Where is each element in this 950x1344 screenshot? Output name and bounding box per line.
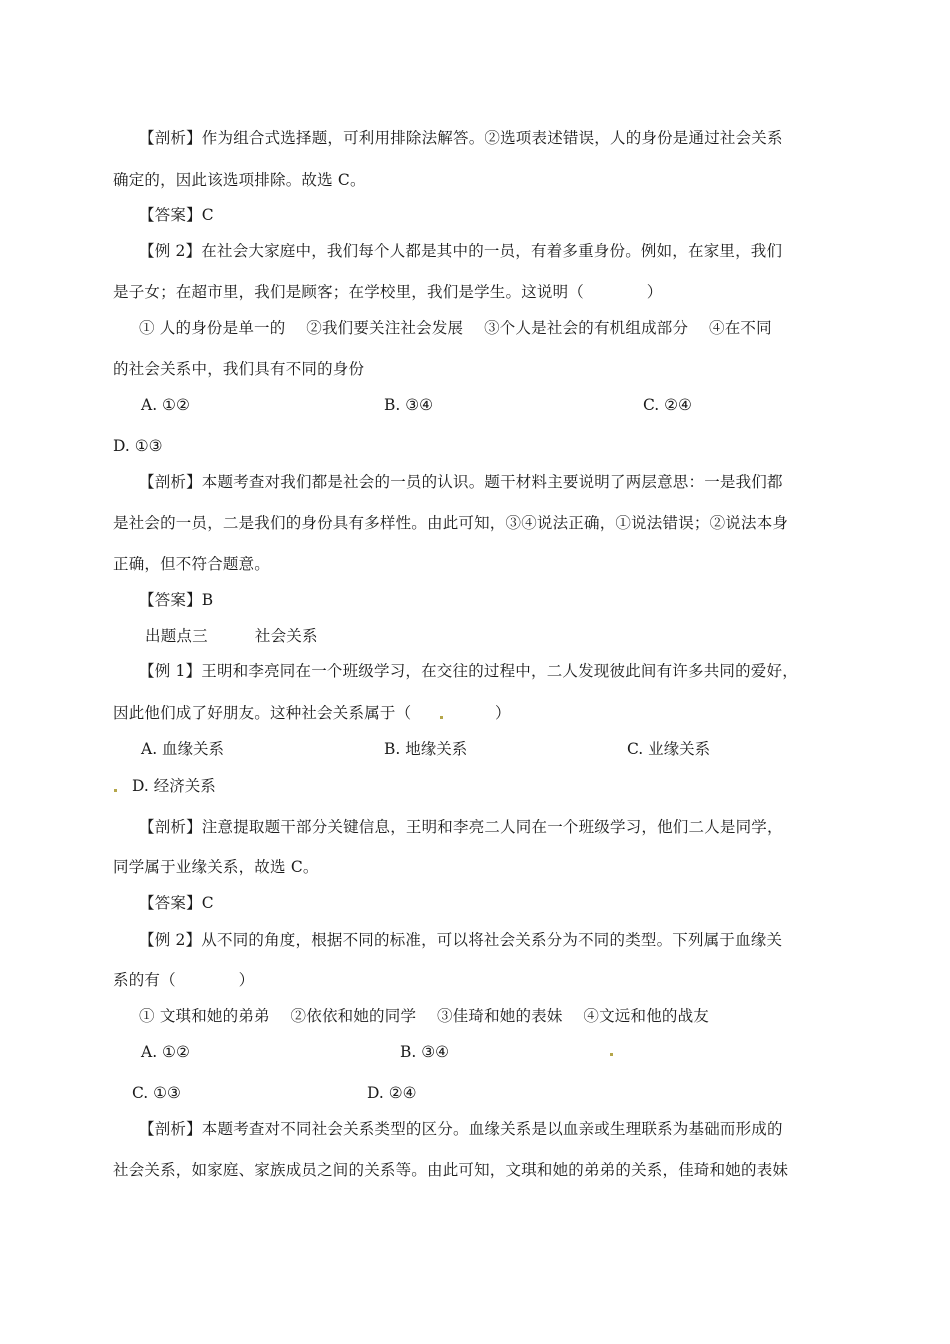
example-2-statements-cont: 的社会关系中，我们具有不同的身份 <box>113 360 365 378</box>
analysis-4-line-1: 【剖析】本题考查对不同社会关系类型的区分。血缘关系是以血亲或生理联系为基础而形成的 <box>139 1120 783 1138</box>
example-2-option-c: C. ②④ <box>643 396 692 414</box>
example-2-line-2: 是子女；在超市里，我们是顾客；在学校里，我们是学生。这说明（ ） <box>113 283 663 301</box>
answer-1: 【答案】C <box>139 206 214 224</box>
example-2-option-a: A. ①② <box>141 396 190 414</box>
answer-3: 【答案】C <box>139 894 214 912</box>
example-2-option-b: B. ③④ <box>384 396 434 414</box>
example-4-option-a: A. ①② <box>141 1043 190 1061</box>
analysis-2-line-1: 【剖析】本题考查对我们都是社会的一员的认识。题干材料主要说明了两层意思：一是我们都 <box>139 473 783 491</box>
example-3-line-2-close: ） <box>495 704 511 722</box>
example-2-option-d: D. ①③ <box>113 437 163 455</box>
analysis-2-line-3: 正确，但不符合题意。 <box>113 555 271 573</box>
analysis-1-line-1: 【剖析】作为组合式选择题，可利用排除法解答。②选项表述错误，人的身份是通过社会关系 <box>139 129 783 147</box>
example-4-statements: ① 文琪和她的弟弟 ②依依和她的同学 ③佳琦和她的表妹 ④文远和他的战友 <box>139 1007 710 1025</box>
example-4-option-c: C. ①③ <box>132 1084 181 1102</box>
section-heading: 出题点三 社会关系 <box>145 627 318 645</box>
analysis-2-line-2: 是社会的一员，二是我们的身份具有多样性。由此可知，③④说法正确，①说法错误；②说法本身 <box>113 514 789 532</box>
example-3-line-2: 因此他们成了好朋友。这种社会关系属于（ <box>113 704 412 722</box>
example-4-option-d: D. ②④ <box>367 1084 417 1102</box>
example-3-option-a: A. 血缘关系 <box>141 740 225 758</box>
example-2-statements: ① 人的身份是单一的 ②我们要关注社会发展 ③个人是社会的有机组成部分 ④在不同 <box>139 319 772 337</box>
example-3-option-b: B. 地缘关系 <box>384 740 468 758</box>
analysis-3-line-1: 【剖析】注意提取题干部分关键信息，王明和李亮二人同在一个班级学习，他们二人是同学， <box>139 818 783 836</box>
example-4-line-2: 系的有（ ） <box>113 971 255 989</box>
analysis-4-line-2: 社会关系，如家庭、家族成员之间的关系等。由此可知，文琪和她的弟弟的关系，佳琦和她的表妹 <box>113 1161 789 1179</box>
example-4-line-1: 【例 2】从不同的角度，根据不同的标准，可以将社会关系分为不同的类型。下列属于血缘关 <box>139 931 783 949</box>
example-2-line-1: 【例 2】在社会大家庭中，我们每个人都是其中的一员，有着多重身份。例如，在家里，我们 <box>139 242 783 260</box>
example-3-option-c: C. 业缘关系 <box>627 740 711 758</box>
example-4-option-b: B. ③④ <box>400 1043 450 1061</box>
answer-2: 【答案】B <box>139 591 214 609</box>
example-3-option-d: D. 经济关系 <box>132 777 216 795</box>
speck-mark <box>610 1053 613 1056</box>
example-3-line-1: 【例 1】王明和李亮同在一个班级学习，在交往的过程中，二人发现彼此间有许多共同的爱好， <box>139 662 798 680</box>
analysis-3-line-2: 同学属于业缘关系，故选 C。 <box>113 858 319 876</box>
analysis-1-line-2: 确定的，因此该选项排除。故选 C。 <box>113 171 366 189</box>
speck-mark <box>440 716 443 719</box>
speck-mark <box>114 789 117 792</box>
